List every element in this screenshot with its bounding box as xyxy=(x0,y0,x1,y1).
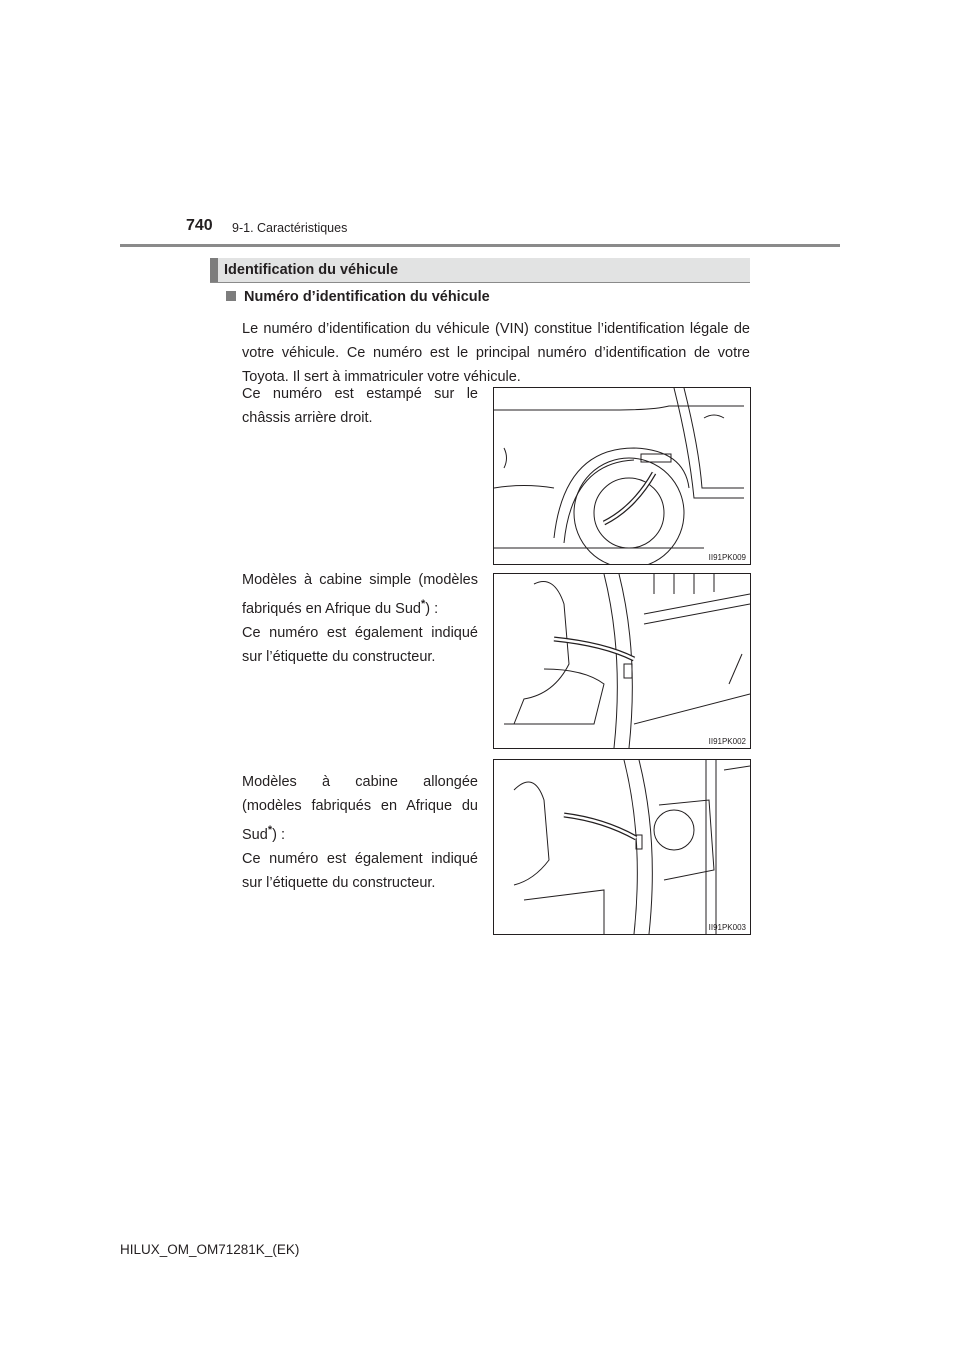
footer-doc-id: HILUX_OM_OM71281K_(EK) xyxy=(120,1242,300,1257)
intro-paragraph: Le numéro d’identification du véhicule (VIN) constitue l’identification légale de votre véhicule. Ce numéro est le principal numéro d’identification de votre Toyota. Il sert à immatriculer votre véhicule. xyxy=(242,321,750,385)
header-rule xyxy=(120,244,840,247)
page-number: 740 xyxy=(186,217,213,234)
bullet-square-icon xyxy=(226,291,236,301)
figure-code: II91PK009 xyxy=(708,553,746,562)
section-heading xyxy=(210,258,750,283)
figure-code: II91PK003 xyxy=(708,923,746,932)
figure-1-text: Ce numéro est estampé sur le châssis arrière droit. xyxy=(242,386,478,426)
section-title: Identification du véhicule xyxy=(224,262,399,278)
figure-extended-cab xyxy=(493,759,751,935)
subsection-heading xyxy=(226,289,490,305)
subsection-title: Numéro d’identification du véhicule xyxy=(244,289,490,305)
figure-code: II91PK002 xyxy=(708,737,746,746)
figure-rear-chassis xyxy=(493,387,751,565)
figure-3-text: Modèles à cabine allongée (modèles fabriqués en Afrique du Sud*) : Ce numéro est également indiqué sur l’étiquette du constructeur. xyxy=(242,774,478,891)
figure-single-cab xyxy=(493,573,751,749)
chapter-title: 9-1. Caractéristiques xyxy=(232,221,348,235)
figure-2-text: Modèles à cabine simple (modèles fabriqués en Afrique du Sud*) : Ce numéro est également indiqué sur l’étiquette du constructeur. xyxy=(242,572,478,665)
